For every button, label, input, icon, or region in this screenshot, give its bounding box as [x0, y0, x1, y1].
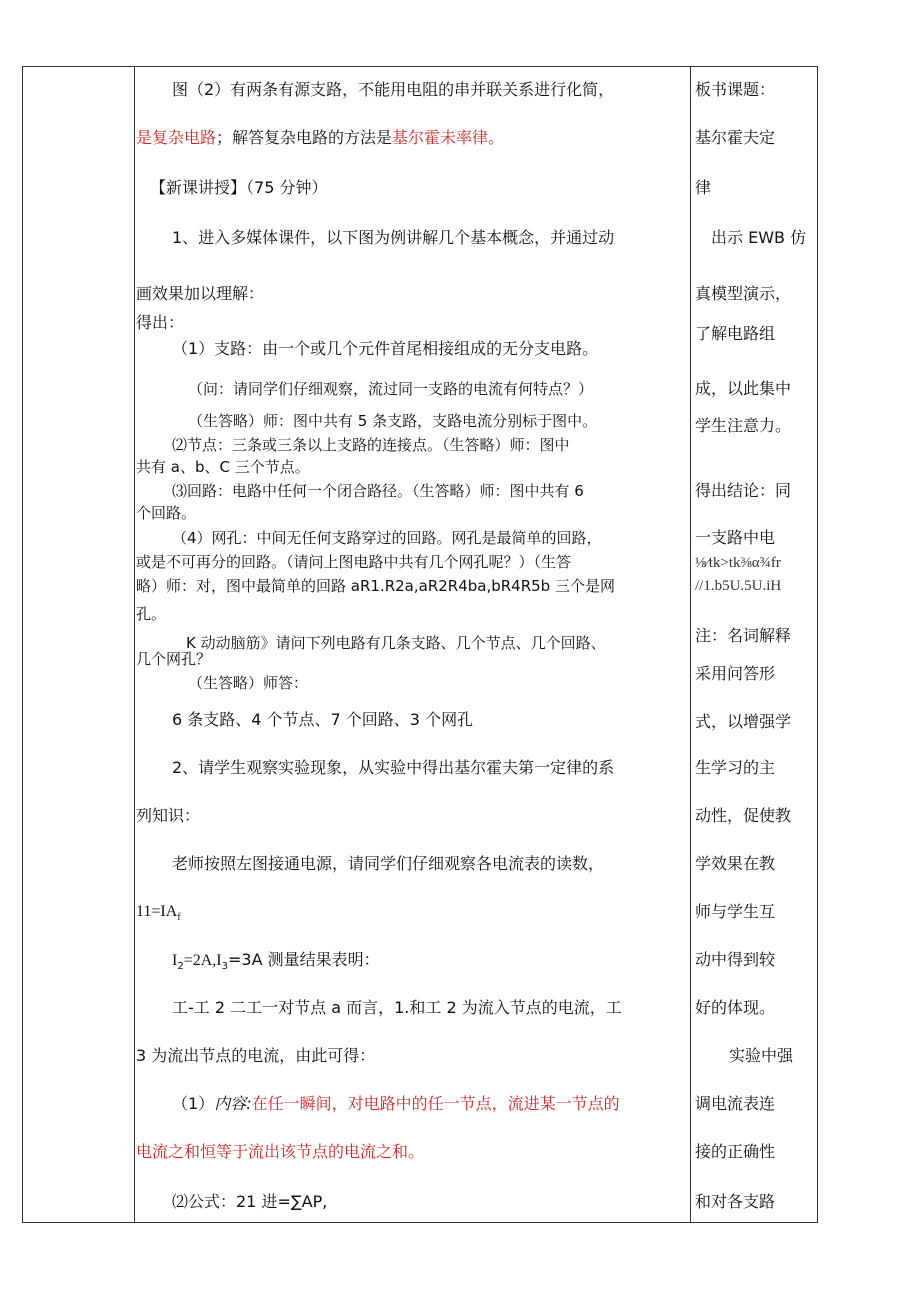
column-divider-right — [690, 66, 691, 1223]
side-note: 了解电路组 — [695, 324, 776, 343]
side-note: 基尔霍夫定 — [695, 128, 776, 147]
text-line: （4）网孔：中间无任何支路穿过的回路。网孔是最简单的回路， — [172, 529, 602, 547]
side-note: 动中得到较 — [695, 950, 776, 969]
side-note: 式，以增强学 — [695, 712, 792, 731]
side-note: 成，以此集中 — [695, 379, 792, 398]
text-line: 电流之和恒等于流出该节点的电流之和。 — [136, 1142, 425, 1161]
text-line: 画效果加以理解： — [136, 284, 265, 303]
formula-subscript: f — [177, 912, 181, 924]
formula-text: =2A,I — [183, 952, 222, 969]
text-line: 几个网孔？ — [136, 650, 212, 668]
side-note: 实验中强 — [729, 1046, 794, 1065]
formula-text: I — [172, 952, 178, 969]
side-note: 好的体现。 — [695, 998, 776, 1017]
side-note: //1.b5U.5U.iH — [695, 578, 782, 594]
side-note: 接的正确性 — [695, 1142, 776, 1161]
formula-text: 11=IA — [136, 903, 178, 920]
section-heading — [150, 178, 327, 198]
text-line: 1、进入多媒体课件，以下图为例讲解几个基本概念，并通过动 — [172, 228, 615, 247]
text-line: ⑵节点：三条或三条以上支路的连接点。（生答略）师：图中 — [172, 436, 570, 454]
text-line: 工-工 2 二工一对节点 a 而言，1.和工 2 为流入节点的电流，工 — [172, 998, 622, 1017]
text-line: 共有 a、b、C 三个节点。 — [136, 458, 310, 476]
text-line: 6 条支路、4 个节点、7 个回路、3 个网孔 — [172, 710, 474, 729]
side-note: ⅛⁄tk>tk⅜α¾fr — [695, 555, 781, 571]
side-note: 真模型演示， — [695, 284, 792, 303]
highlight: 在任一瞬间，对电路中的任一节点，流进某一节点的 — [251, 1094, 620, 1113]
side-note: 律 — [695, 178, 712, 197]
formula-text: =3A 测量结果表明： — [227, 950, 380, 969]
text-line: 列知识： — [136, 806, 201, 825]
side-note: 学效果在教 — [695, 854, 776, 873]
side-note: 板书课题： — [695, 80, 776, 99]
text-line: （问：请同学们仔细观察，流过同一支路的电流有何特点？） — [188, 380, 594, 398]
side-note: 和对各支路 — [695, 1192, 776, 1211]
text-line: ⑶回路：电路中任何一个闭合路径。（生答略）师：图中共有 6 — [172, 482, 584, 500]
text-line: 2、请学生观察实验现象，从实验中得出基尔霍夫第一定律的系 — [172, 758, 615, 777]
text-line: （生答略）师：图中共有 5 条支路，支路电流分别标于图中。 — [188, 412, 598, 430]
text-line: （生答略）师答： — [188, 674, 309, 692]
formula-line — [136, 902, 181, 928]
side-note: 师与学生互 — [695, 902, 776, 921]
highlight: 是复杂电路 — [136, 128, 217, 147]
item-label: 内容: — [214, 1094, 252, 1113]
text-line: 略）师：对，图中最简单的回路 aR1.R2a,aR2R4ba,bR4R5b 三个是网 — [136, 577, 615, 595]
side-note: 学生注意力。 — [695, 416, 792, 435]
highlight: 基尔霍未率律。 — [392, 128, 505, 147]
side-note: 调电流表连 — [695, 1094, 776, 1113]
formula-line — [172, 950, 380, 977]
side-note: 动性，促使教 — [695, 806, 792, 825]
text-line: 或是不可再分的回路。（请问上图电路中共有几个网孔呢？）（生答 — [136, 553, 572, 571]
text-span: ；解答复杂电路的方法是 — [216, 128, 393, 147]
text-line: 图（2）有两条有源支路，不能用电阻的串并联关系进行化简， — [172, 80, 615, 99]
formula-line: ⑵公式：21 进=∑AP, — [172, 1192, 328, 1211]
side-note: 生学习的主 — [695, 758, 776, 777]
text-line: 老师按照左图接通电源，请同学们仔细观察各电流表的读数， — [172, 854, 605, 873]
text-line: （1）支路：由一个或几个元件首尾相接组成的无分支电路。 — [172, 339, 599, 358]
text-line: K 动动脑筋》请问下列电路有几条支路、几个节点、几个回路、 — [186, 634, 606, 652]
text-line — [172, 1094, 620, 1114]
heading-label: 【新课讲授】 — [150, 178, 247, 197]
side-note: 采用问答形 — [695, 664, 776, 683]
side-note: 出示 EWB 仿 — [711, 228, 807, 247]
text-line: 个回路。 — [136, 504, 197, 522]
item-number: （1） — [172, 1094, 215, 1113]
text-line: 得出： — [136, 313, 185, 332]
formula-subscript: 3 — [221, 961, 228, 973]
side-note: 一支路中电 — [695, 528, 776, 547]
column-divider-left — [134, 66, 135, 1223]
side-note: 得出结论：同 — [695, 481, 792, 500]
text-line: 孔。 — [136, 605, 167, 623]
heading-duration: （75 分钟） — [246, 178, 328, 197]
text-line: 3 为流出节点的电流，由此可得： — [136, 1046, 376, 1065]
formula-subscript: 2 — [177, 961, 184, 973]
side-note: 注：名词解释 — [695, 626, 792, 645]
text-line — [136, 128, 504, 148]
